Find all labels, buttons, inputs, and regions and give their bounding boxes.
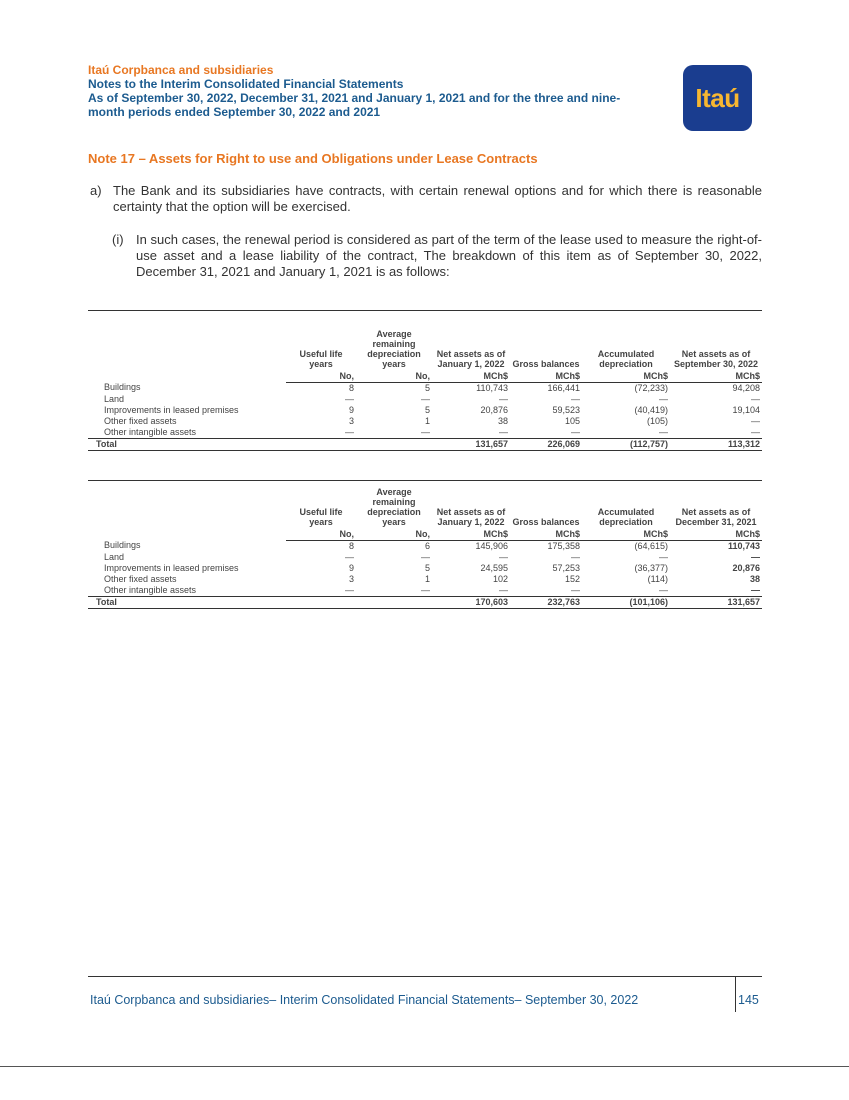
row-label: Other intangible assets — [104, 584, 197, 595]
cell: 1 — [424, 573, 430, 584]
cell: — — [571, 584, 580, 595]
row-label: Other fixed assets — [104, 415, 177, 426]
total-cell: 170,603 — [432, 596, 510, 608]
cell: 59,523 — [552, 404, 580, 415]
cell — [286, 596, 356, 608]
header-line-2: As of September 30, 2022, December 31, 2021 and January 1, 2021 and for the three and nine- — [88, 91, 621, 105]
unit-cell: MCh$ — [582, 371, 670, 383]
table-row — [88, 405, 762, 416]
table-row — [88, 574, 762, 585]
paragraph-i-text: In such cases, the renewal period is considered as part of the term of the lease used to measure the right-of-use asset and a lease liability of the contract, The breakdown of this item as of September 30, 2022, December 31, 2021 and January 1, 2021 is as follows: — [136, 232, 762, 279]
total-label: Total — [88, 438, 286, 450]
unit-cell: MCh$ — [670, 371, 762, 383]
footer-divider — [88, 976, 762, 977]
total-row — [88, 596, 762, 608]
cell: 5 — [424, 382, 430, 393]
cell: — — [499, 551, 508, 562]
paragraph-i — [112, 232, 762, 280]
cell: 5 — [424, 404, 430, 415]
company-name: Itaú Corpbanca and subsidiaries — [88, 63, 274, 77]
logo-text: Itaú — [695, 82, 740, 113]
lease-table-december-2021 — [88, 480, 762, 609]
cell: 20,876 — [480, 404, 508, 415]
cell: — — [571, 426, 580, 437]
cell — [286, 438, 356, 450]
cell: 9 — [348, 404, 354, 415]
cell: 5 — [424, 562, 430, 573]
cell: — — [345, 426, 354, 437]
cell: — — [421, 584, 430, 595]
row-label: Other intangible assets — [104, 426, 197, 437]
cell: 166,441 — [547, 382, 580, 393]
cell: — — [659, 393, 668, 404]
cell: — — [571, 551, 580, 562]
cell: — — [751, 584, 760, 595]
total-cell: 131,657 — [432, 438, 510, 450]
header-line-3: month periods ended September 30, 2022 and 2021 — [88, 105, 381, 119]
header-accumulated-depreciation: Accumulated depreciation — [597, 506, 655, 527]
total-label: Total — [88, 596, 286, 608]
cell: — — [421, 551, 430, 562]
row-label: Buildings — [104, 540, 141, 551]
cell: 105 — [564, 415, 580, 426]
cell: — — [659, 551, 668, 562]
header-avg-remaining: Average remaining depreciation years — [367, 486, 421, 527]
table-row — [88, 416, 762, 427]
paragraph-a — [90, 183, 762, 215]
cell: 145,906 — [475, 540, 508, 551]
table-row — [88, 427, 762, 439]
cell: 9 — [348, 562, 354, 573]
total-row — [88, 438, 762, 450]
row-label: Land — [104, 551, 125, 562]
cell: — — [345, 393, 354, 404]
cell: 94,208 — [732, 382, 760, 393]
header-gross-balances: Gross balances — [512, 358, 580, 369]
table-row — [88, 382, 762, 394]
paragraph-a-label: a) — [90, 183, 102, 198]
document-header — [88, 63, 668, 119]
cell: 57,253 — [552, 562, 580, 573]
total-cell: 226,069 — [510, 438, 582, 450]
unit-cell: MCh$ — [510, 371, 582, 383]
cell: — — [751, 551, 760, 562]
cell: 20,876 — [732, 562, 760, 573]
cell: 102 — [492, 573, 508, 584]
header-blank — [88, 481, 286, 529]
cell: (105) — [646, 415, 668, 426]
cell: — — [421, 393, 430, 404]
unit-cell: MCh$ — [432, 529, 510, 541]
header-net-assets-close: Net assets as of December 31, 2021 — [675, 506, 757, 527]
total-cell: 131,657 — [670, 596, 762, 608]
cell: (40,419) — [634, 404, 668, 415]
cell: 175,358 — [547, 540, 580, 551]
table-row — [88, 552, 762, 563]
table-row — [88, 394, 762, 405]
cell: — — [751, 415, 760, 426]
cell: — — [751, 393, 760, 404]
unit-cell: No, — [356, 529, 432, 541]
unit-cell: No, — [286, 371, 356, 383]
total-cell: 232,763 — [510, 596, 582, 608]
cell: 3 — [348, 573, 354, 584]
cell: — — [571, 393, 580, 404]
cell: 8 — [348, 540, 354, 551]
header-net-assets-open: Net assets as of January 1, 2022 — [436, 506, 506, 527]
unit-blank — [88, 529, 286, 541]
cell: 110,743 — [476, 382, 508, 393]
unit-cell: MCh$ — [510, 529, 582, 541]
unit-cell: MCh$ — [582, 529, 670, 541]
cell: 38 — [749, 573, 760, 584]
header-net-assets-close: Net assets as of September 30, 2022 — [673, 348, 759, 369]
header-blank — [88, 311, 286, 371]
cell: — — [751, 426, 760, 437]
cell — [356, 438, 432, 450]
row-label: Other fixed assets — [104, 573, 177, 584]
cell: 19,104 — [732, 404, 760, 415]
total-cell: (112,757) — [582, 438, 670, 450]
header-accumulated-depreciation: Accumulated depreciation — [597, 348, 655, 369]
cell: 24,595 — [480, 562, 508, 573]
header-avg-remaining: Average remaining depreciation years — [367, 328, 421, 369]
cell: (36,377) — [634, 562, 668, 573]
cell: 38 — [497, 415, 508, 426]
cell: (114) — [647, 573, 668, 584]
cell: — — [659, 584, 668, 595]
header-line-1: Notes to the Interim Consolidated Financial Statements — [88, 77, 404, 91]
cell: — — [345, 551, 354, 562]
table-row — [88, 585, 762, 597]
footer-text: Itaú Corpbanca and subsidiaries– Interim Consolidated Financial Statements– September 30, 2022 — [90, 993, 639, 1007]
cell: — — [499, 426, 508, 437]
row-label: Improvements in leased premises — [104, 562, 239, 573]
total-cell: (101,106) — [582, 596, 670, 608]
cell: — — [345, 584, 354, 595]
itau-logo — [683, 65, 752, 131]
cell: 8 — [348, 382, 354, 393]
cell: 152 — [564, 573, 580, 584]
page-bottom-rule — [0, 1066, 849, 1067]
header-gross-balances: Gross balances — [512, 516, 580, 527]
unit-cell: MCh$ — [670, 529, 762, 541]
paragraph-i-label: (i) — [112, 232, 124, 247]
cell: — — [659, 426, 668, 437]
row-label: Improvements in leased premises — [104, 404, 239, 415]
cell — [356, 596, 432, 608]
table-row — [88, 540, 762, 552]
unit-cell: No, — [356, 371, 432, 383]
header-net-assets-open: Net assets as of January 1, 2022 — [436, 348, 506, 369]
row-label: Buildings — [104, 382, 141, 393]
unit-blank — [88, 371, 286, 383]
cell: (64,615) — [634, 540, 668, 551]
paragraph-a-text: The Bank and its subsidiaries have contracts, with certain renewal options and for which there is reasonable certainty that the option will be exercised. — [113, 183, 762, 214]
unit-cell: No, — [286, 529, 356, 541]
cell: (72,233) — [634, 382, 668, 393]
cell: 110,743 — [727, 540, 760, 551]
cell: — — [499, 584, 508, 595]
table-row — [88, 563, 762, 574]
footer-page-separator — [735, 976, 736, 1012]
cell: 1 — [424, 415, 430, 426]
row-label: Land — [104, 393, 125, 404]
cell: 6 — [424, 540, 430, 551]
header-useful-life: Useful life years — [299, 348, 343, 369]
cell: 3 — [348, 415, 354, 426]
cell: — — [499, 393, 508, 404]
total-cell: 113,312 — [670, 438, 762, 450]
unit-cell: MCh$ — [432, 371, 510, 383]
note-title: Note 17 – Assets for Right to use and Obligations under Lease Contracts — [88, 151, 538, 166]
lease-table-september-2022 — [88, 310, 762, 451]
cell: — — [421, 426, 430, 437]
header-useful-life: Useful life years — [299, 506, 343, 527]
page-number: 145 — [738, 993, 759, 1007]
